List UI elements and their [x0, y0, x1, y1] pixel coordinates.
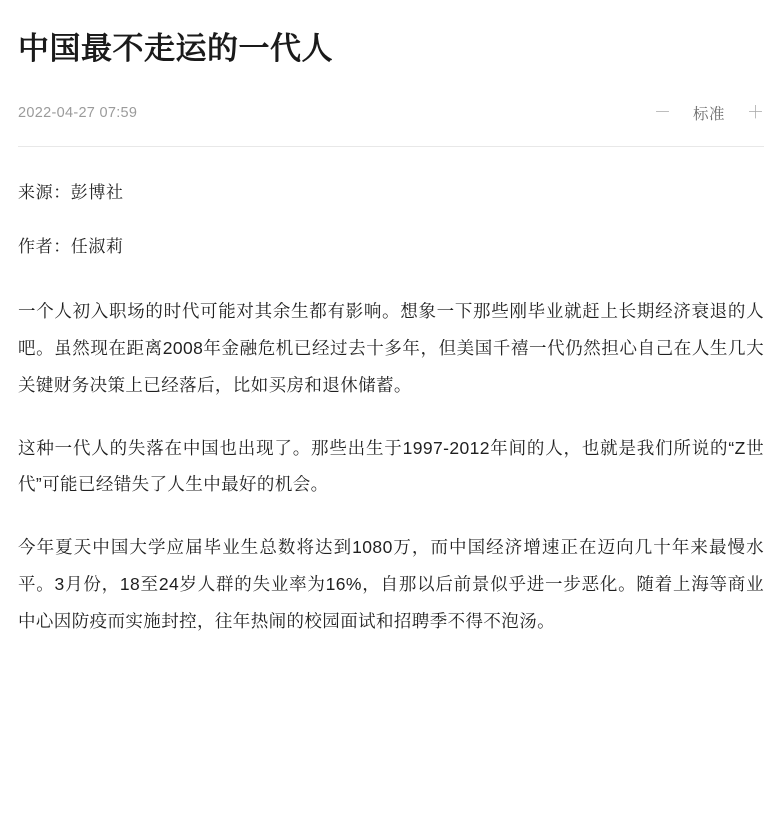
- article-paragraph: 一个人初入职场的时代可能对其余生都有影响。想象一下那些刚毕业就赶上长期经济衰退的人吧。虽然现在距离2008年金融危机已经过去十多年，但美国千禧一代仍然担心自己在人生几大关键财务决策上已经落后，比如买房和退休储蓄。: [18, 301, 764, 395]
- article-paragraph: 这种一代人的失落在中国也出现了。那些出生于1997-2012年间的人，也就是我们所说的“Z世代”可能已经错失了人生中最好的机会。: [18, 437, 764, 495]
- article-page: [0, 28, 782, 828]
- font-size-controls: [654, 102, 764, 124]
- font-size-label[interactable]: 标准: [692, 105, 725, 123]
- article-body: [18, 177, 764, 640]
- publish-date: 2022-04-27 07:59: [18, 104, 138, 121]
- font-increase-icon[interactable]: ＋: [747, 103, 764, 123]
- page-title: 中国最不走运的一代人: [18, 31, 333, 66]
- article-source: 来源：彭博社: [18, 182, 124, 202]
- article-paragraph: 今年夏天中国大学应届毕业生总数将达到1080万，而中国经济增速正在迈向几十年来最慢水平。3月份，18至24岁人群的失业率为16%，自那以后前景似乎进一步恶化。随着上海等商业中心因防疫而实施封控，往年热闹的校园面试和招聘季不得不泡汤。: [18, 537, 764, 631]
- article-author: 作者：任淑莉: [18, 237, 124, 257]
- article-meta-row: [18, 102, 764, 147]
- font-decrease-icon[interactable]: －: [653, 103, 671, 123]
